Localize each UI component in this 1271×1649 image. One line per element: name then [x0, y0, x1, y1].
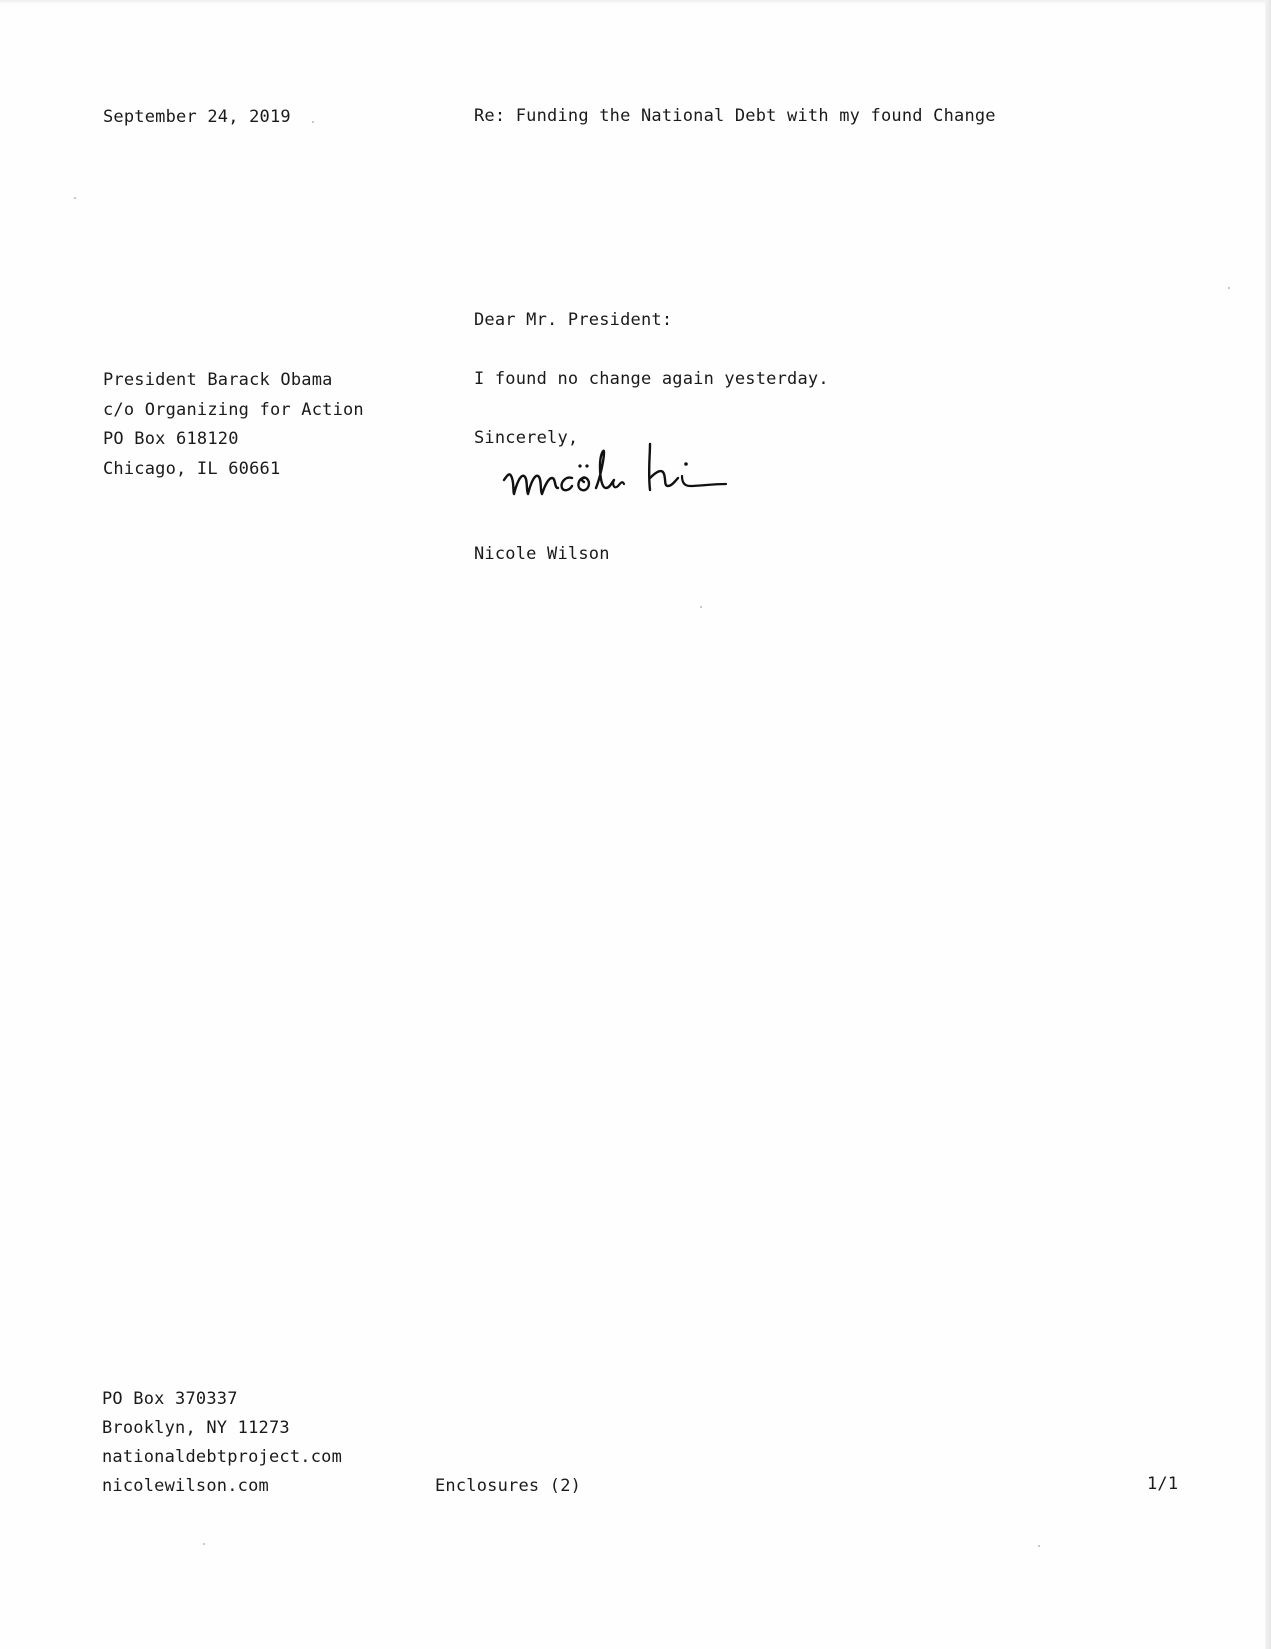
handwritten-signature: [500, 438, 750, 508]
salutation: Dear Mr. President:: [474, 310, 673, 330]
sender-line: Brooklyn, NY 11273: [102, 1418, 290, 1438]
scan-speck: [700, 606, 702, 608]
scan-speck: [312, 121, 314, 123]
sender-website: nicolewilson.com: [102, 1476, 269, 1496]
letter-date: September 24, 2019: [103, 107, 291, 127]
letter-body: I found no change again yesterday.: [474, 369, 829, 389]
sender-website: nationaldebtproject.com: [102, 1447, 343, 1467]
scan-speck: [203, 1543, 205, 1545]
recipient-line: c/o Organizing for Action: [103, 399, 364, 420]
sender-line: PO Box 370337: [102, 1389, 238, 1409]
scan-speck: [1038, 1545, 1040, 1547]
enclosures-note: Enclosures (2): [435, 1476, 582, 1496]
signer-name: Nicole Wilson: [474, 544, 610, 564]
recipient-line: President Barack Obama: [103, 370, 333, 390]
letter-subject: Re: Funding the National Debt with my found Change: [474, 106, 996, 126]
page-number: 1/1: [1147, 1474, 1179, 1494]
recipient-address: [103, 366, 364, 484]
scan-edge-right: [1265, 0, 1271, 1649]
scan-edge-top: [0, 0, 1271, 4]
sender-address: [102, 1385, 342, 1501]
closing: Sincerely,: [474, 428, 579, 448]
scan-speck: [1228, 287, 1230, 289]
recipient-line: PO Box 618120: [103, 429, 239, 449]
scan-speck: [74, 197, 76, 199]
recipient-line: Chicago, IL 60661: [103, 458, 281, 479]
